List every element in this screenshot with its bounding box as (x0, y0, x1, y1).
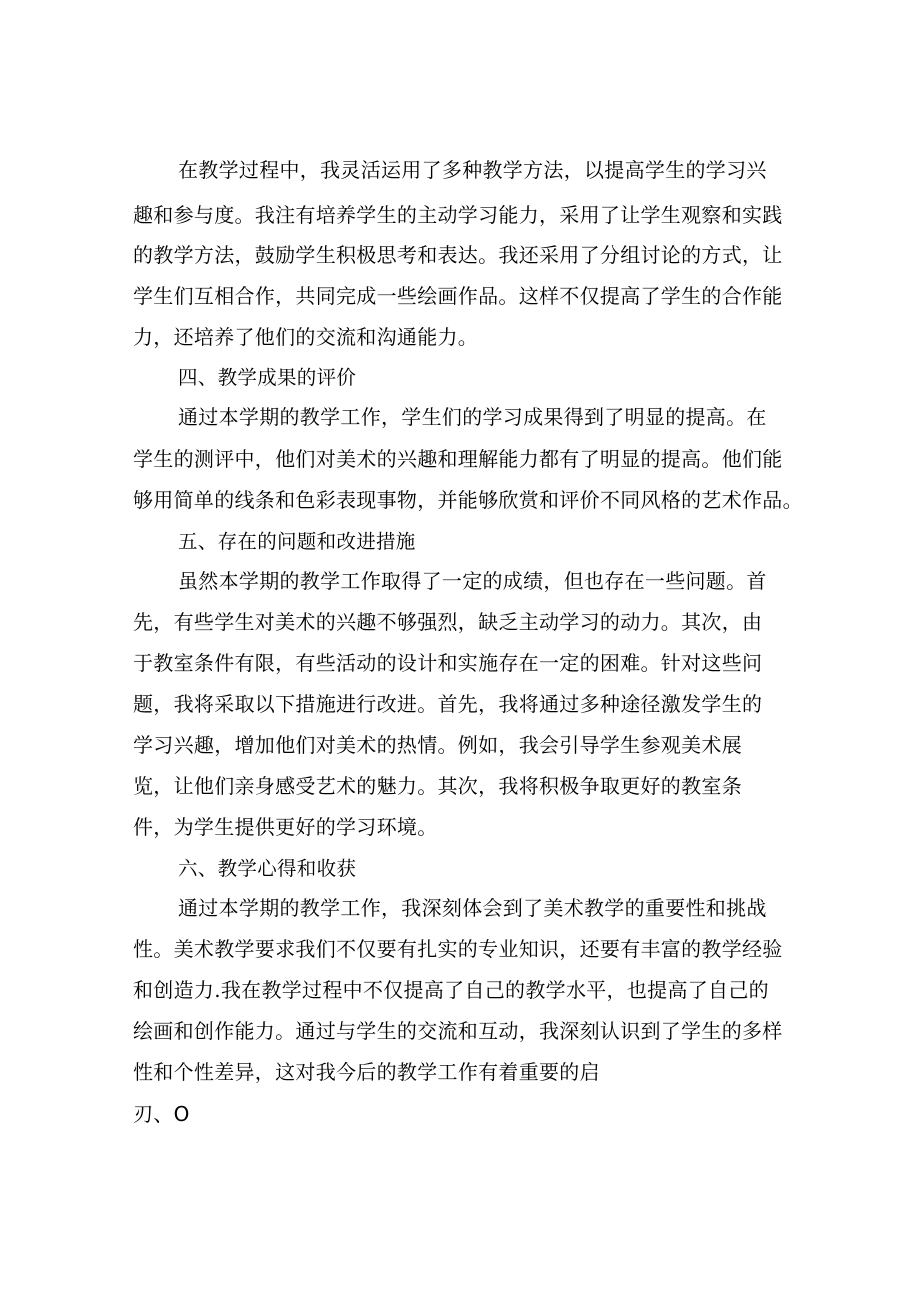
paragraph-line: 通过本学期的教学工作，我深刻体会到了美术教学的重要性和挑战 (178, 896, 767, 920)
paragraph-line: 性。美术教学要求我们不仅要有扎实的专业知识，还要有丰富的教学经验 (133, 937, 783, 961)
paragraph-line: 够用简单的线条和色彩表现事物，并能够欣赏和评价不同风格的艺术作品。 (133, 488, 803, 512)
paragraph-line: 在教学过程中，我灵活运用了多种教学方法，以提高学生的学习兴 (178, 158, 767, 182)
section-heading: 四、教学成果的评价 (178, 366, 357, 389)
paragraph-line: 学生的测评中，他们对美术的兴趣和理解能力都有了明显的提高。他们能 (133, 447, 783, 471)
paragraph-line: 题，我将采取以下措施进行改进。首先，我将通过多种途径激发学生的 (133, 692, 763, 716)
section-heading: 六、教学心得和收获 (178, 857, 357, 880)
paragraph-line: 虽然本学期的教学工作取得了一定的成绩，但也存在一些问题。首 (178, 569, 767, 593)
paragraph-line: 学习兴趣，增加他们对美术的热情。例如，我会引导学生参观美术展 (133, 733, 742, 757)
paragraph-line: 绘画和创作能力。通过与学生的交流和互动，我深刻认识到了学生的多样 (133, 1019, 783, 1043)
paragraph-line: 性和个性差异，这对我今后的教学工作有着重要的启 (133, 1060, 600, 1084)
paragraph-line: 件，为学生提供更好的学习环境。 (133, 815, 438, 839)
paragraph-line: 刃、O (133, 1102, 190, 1126)
paragraph-line: 趣和参与度。我注有培养学生的主动学习能力，采用了让学生观察和实践 (133, 203, 783, 227)
paragraph-line: 览，让他们亲身感受艺术的魅力。其次，我将积极争取更好的教室条 (133, 774, 742, 798)
paragraph-line: 通过本学期的教学工作，学生们的学习成果得到了明显的提高。在 (178, 405, 767, 429)
paragraph-line: 于教室条件有限，有些活动的设计和实施存在一定的困难。针对这些问 (133, 651, 763, 675)
paragraph-line: 力，还培养了他们的交流和沟通能力。 (133, 325, 479, 349)
paragraph-line: 的教学方法，鼓励学生积极思考和表达。我还采用了分组讨论的方式，让 (133, 243, 783, 267)
paragraph-line: 和创造力.我在教学过程中不仅提高了自己的教学水平，也提高了自己的 (133, 978, 769, 1002)
paragraph-line: 先，有些学生对美术的兴趣不够强烈，缺乏主动学习的动力。其次，由 (133, 610, 763, 634)
section-heading: 五、存在的问题和改进措施 (178, 530, 416, 553)
paragraph-line: 学生们互相合作，共同完成一些绘画作品。这样不仅提高了学生的合作能 (133, 284, 783, 308)
